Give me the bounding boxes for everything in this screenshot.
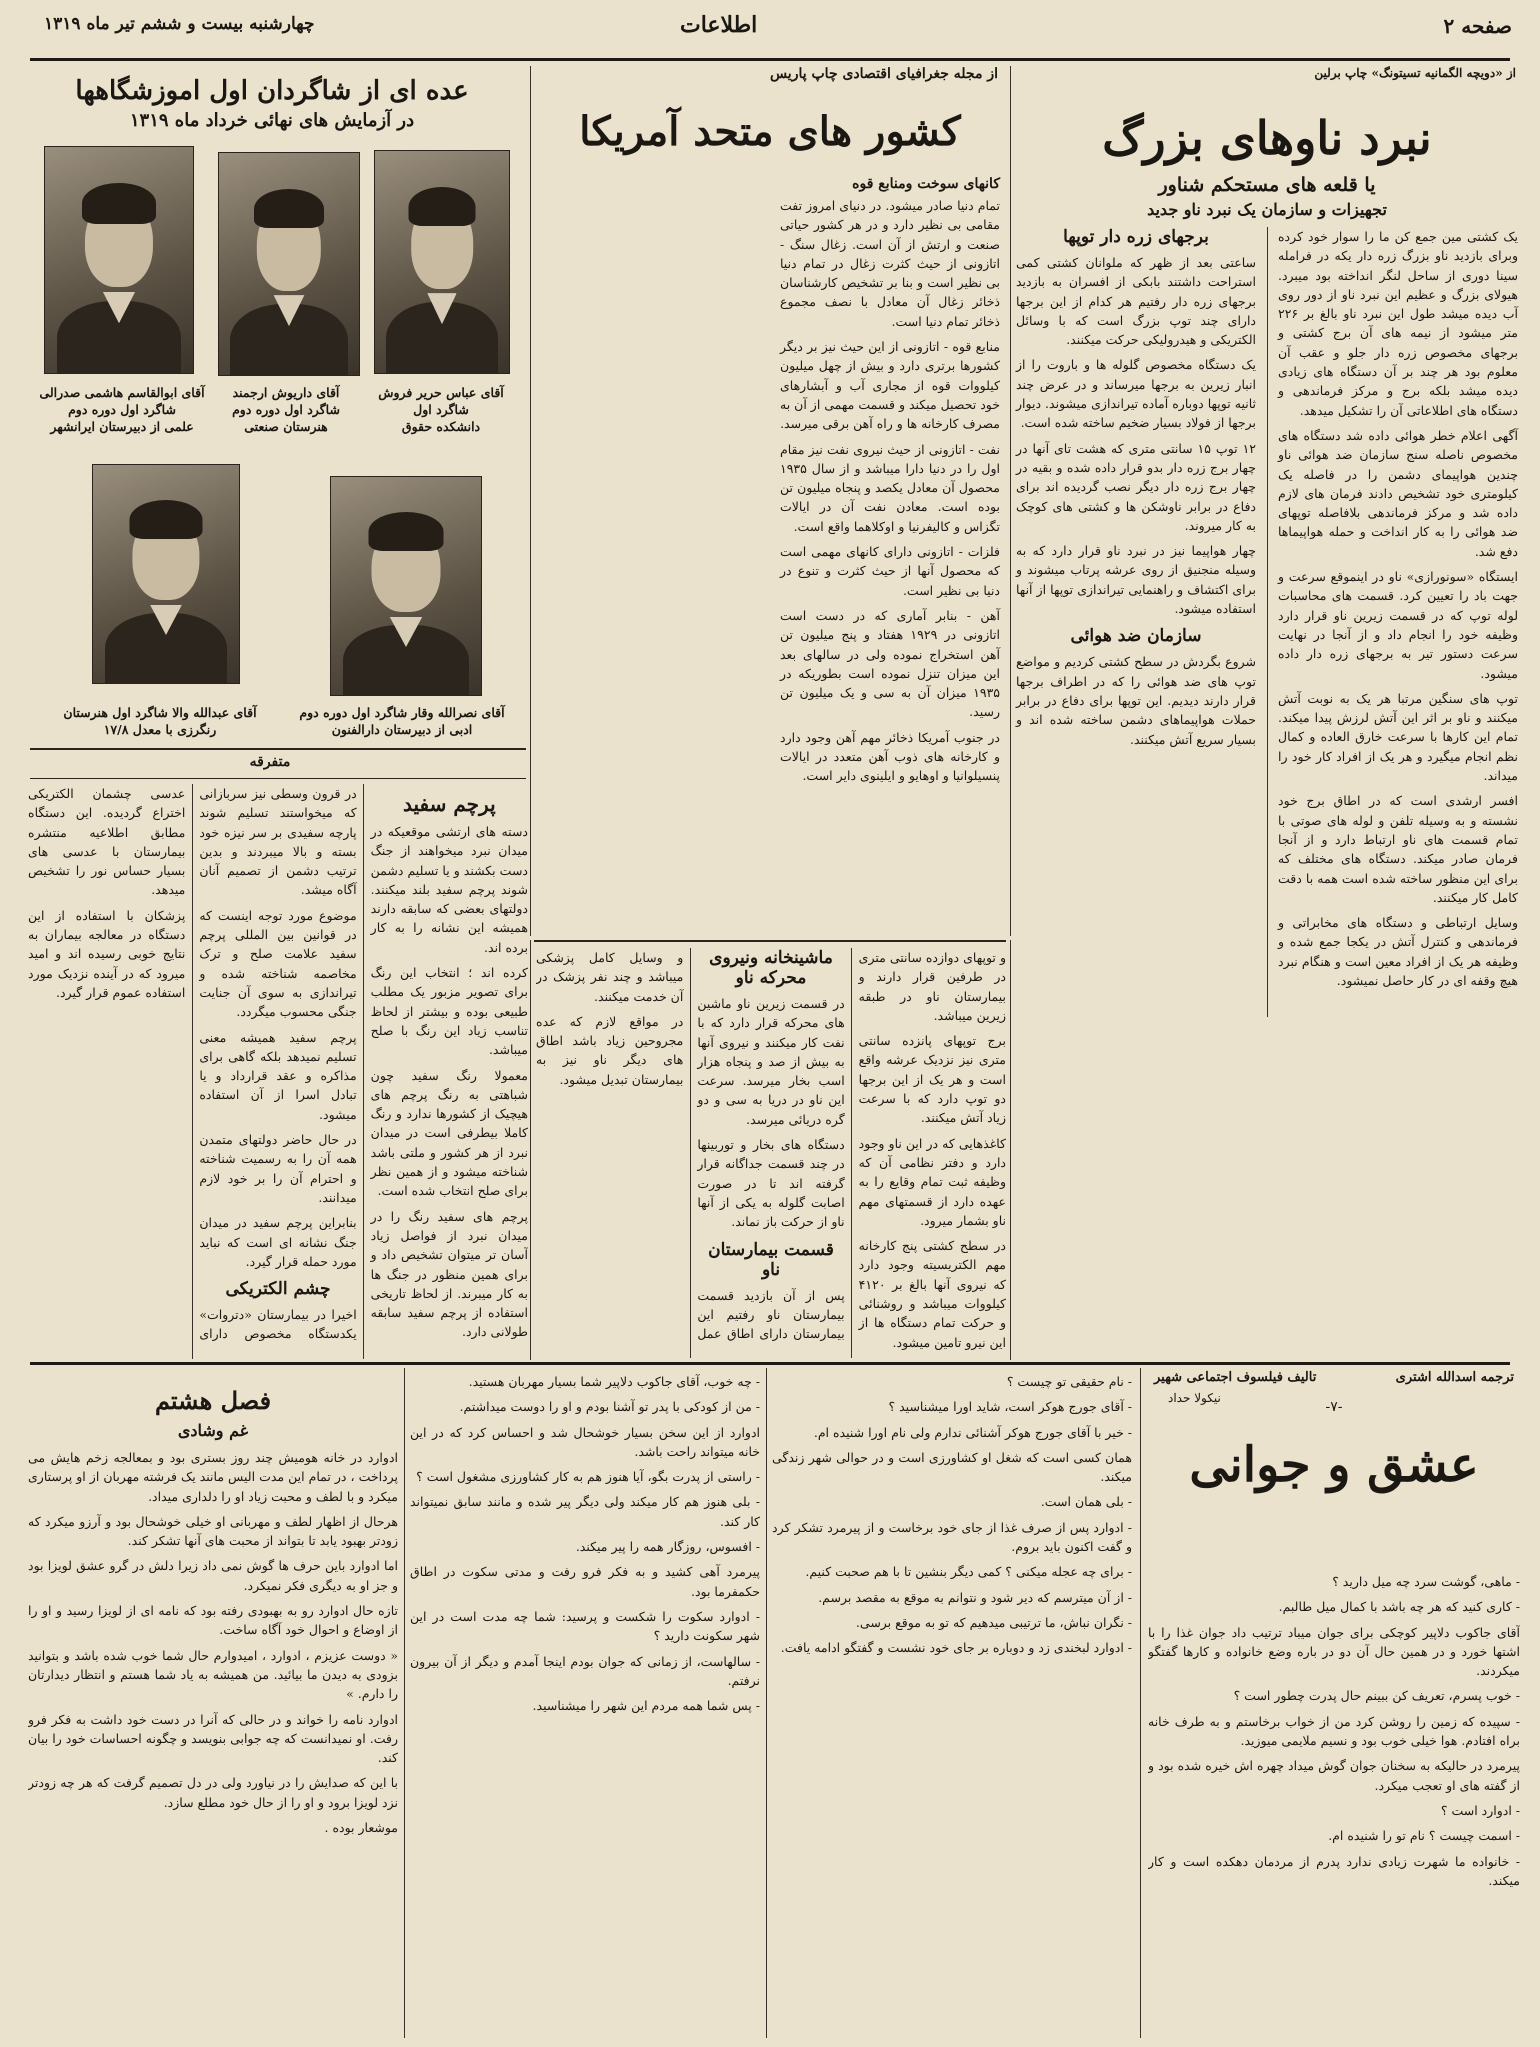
america-para: تمام دنیا صادر میشود. در دنیای امروز تفت مقامی بی نظیر دارد و در هر کشور حیاتی صنعت و ارتش از آن است. زغال سنگ - اتازونی از حیث کثرت زغال در تمام دنیا بی نظیر است و بنا بر تشخیص کارشناسان ذخائر زغال آن معادل با نصف مجموع ذخائر تمام دنیا است. bbox=[780, 198, 1000, 329]
student-caption bbox=[30, 384, 214, 435]
naval-title: نبرد ناوهای بزرگ bbox=[1102, 111, 1432, 165]
serial-para: پیرمرد در حالیکه به سخنان جوان گوش میداد چهره اش خیره شده بود و از گفته های او تعجب میکرد. bbox=[1148, 1758, 1520, 1793]
students-subtitle: در آزمایش های نهائی خرداد ماه ۱۳۱۹ bbox=[129, 110, 415, 131]
serial-para: - نام حقیقی تو چیست ؟ bbox=[1006, 1374, 1132, 1389]
serial-para: موشعار بوده . bbox=[324, 1820, 398, 1836]
page-label: صفحه ۲ bbox=[1443, 14, 1512, 38]
serial-para: آقای جاکوب دلاپیر کوچکی برای جوان میباد ترتیب داد جوان غذا را با اشتها خورد و در همین حال آن دو در باره وضع خانواده و کارها گفتگو میکردند. bbox=[1148, 1624, 1520, 1679]
serial-para: - اسمت چیست ؟ نام تو را شنیده ام. bbox=[1328, 1828, 1520, 1844]
serial-header bbox=[1148, 1370, 1520, 1570]
serial-col-2 bbox=[772, 1372, 1132, 2038]
electric-eye-para: پزشکان با استفاده از این دستگاه در معالجه بیماران به نتایج خوبی رسیده اند و امید میرود که در آینده نزدیک مورد استفاده عموم قرار گیرد. bbox=[28, 907, 186, 1000]
flag-para: موضوع مورد توجه اینست که در قوانین بین المللی پرچم سفید علامت صلح و ترک مخاصمه شناخته شده و تیراندازی به سوی آن جنایت جنگی محسوب میگردد. bbox=[199, 907, 357, 1020]
caption-line: ادبی از دبیرستان دارالفنون bbox=[331, 722, 473, 737]
serial-para: - بلی همان است. bbox=[1040, 1494, 1132, 1510]
ship-para: کاغذهایی که در این ناو وجود دارد و دفتر نظامی آن که وظیفه ثبت تمام وقایع را به عهده دارد از قسمتهای مهم ناو بشمار میرود. bbox=[858, 1135, 1006, 1228]
naval-para: ساعتی بعد از ظهر که ملوانان کشتی کمی استراحت داشتند بابکی از افسران به بازدید برجهای زره دار رفتیم هر کدام از این برجها دارای چند توپ بزرگ است که با وسائل الکتریکی و هیدرولیکی حرکت میکنند. bbox=[1016, 255, 1256, 348]
caption-line: آقای عباس حریر فروش bbox=[378, 385, 504, 400]
serial-para: - کاری کنید که هر چه باشد با کمال میل طالبم. bbox=[1278, 1599, 1520, 1615]
column-rule bbox=[1010, 66, 1011, 936]
naval-subheading-antiair: سازمان ضد هوائی bbox=[1070, 626, 1202, 647]
masthead-rule bbox=[30, 58, 1510, 61]
serial-para: - پس شما همه مردم این شهر را میشناسید. bbox=[532, 1698, 760, 1714]
flag-para: بنابراین پرچم سفید در میدان جنگ نشانه ای است که نباید مورد حمله قرار گیرد. bbox=[199, 1215, 357, 1269]
flag-para: پرچم های سفید رنگ را در میدان نبرد از فواصل زیاد آسان تر میتوان تشخیص داد و برای همین منظور در جنگ ها به کار میبرند. از لحاظ تاریخی استفاده از پرچم سفید سابقه طولانی دارد. bbox=[370, 1208, 528, 1340]
serial-credits bbox=[1148, 1370, 1520, 1385]
serial-part: -۷- bbox=[1325, 1399, 1343, 1415]
serial-para: با این که صدایش را در نیاورد ولی در دل تصمیم گرفت که هر چه زودتر نزد لویزا برود و او را از حال خود مطلع سازد. bbox=[28, 1775, 398, 1810]
serial-para: - ماهی، گوشت سرد چه میل دارید ؟ bbox=[1332, 1574, 1520, 1589]
naval-para: افسر ارشدی است که در اطاق برج خود نشسته و به وسیله تلفن و لوله های صوتی با تمام قسمت های ناو ارتباط دارد و از آنجا فرمان صادر میکند. دستگاه های مختلف که برای این منظور ساخته شده است همه با دقت کامل کار میکنند. bbox=[1278, 793, 1518, 905]
serial-title: عشق و جوانی bbox=[1189, 1437, 1479, 1493]
serial-para: پیرمرد آهی کشید و به فکر فرو رفت و مدتی سکوت در اطاق حکمفرما بود. bbox=[410, 1564, 760, 1599]
serial-col-3 bbox=[410, 1372, 760, 2038]
section-rule bbox=[30, 778, 526, 779]
serial-para: - من از کودکی با پدر تو آشنا بودم و او را دوست میداشتم. bbox=[459, 1399, 760, 1415]
serial-para: - ادوارد لبخندی زد و دوباره بر جای خود نشست و گفتگو ادامه یافت. bbox=[780, 1640, 1132, 1656]
serial-para: - راستی از پدرت بگو، آیا هنوز هم به کار کشاورزی مشغول است ؟ bbox=[416, 1469, 760, 1485]
serial-para: تازه حال ادوارد رو به بهبودی رفته بود که نامه ای از لویزا رسید و او را از اوضاع و احوال خود آگاه ساخت. bbox=[28, 1603, 398, 1638]
serial-para: - از آن میترسم که دیر شود و نتوانم به موقع به مقصد برسم. bbox=[818, 1589, 1132, 1605]
column-rule bbox=[1140, 1368, 1141, 2038]
caption-line: آقای ابوالقاسم هاشمی صدرالی bbox=[39, 385, 205, 400]
masthead-date: چهارشنبه بیست و ششم تیر ماه ۱۳۱۹ bbox=[44, 14, 315, 34]
ship-para: برج توپهای پانزده سانتی متری نیز نزدیک عرشه واقع است و هر یک از این برجها دو توپ دارد که با سرعت زیاد آتش میکنند. bbox=[858, 1033, 1006, 1126]
student-photo bbox=[44, 146, 194, 374]
student-photo bbox=[330, 476, 482, 696]
column-rule bbox=[766, 1368, 767, 2038]
serial-para: اما ادوارد باین حرف ها گوش نمی داد زیرا دلش در گرو عشق لویزا بود و جز او به دیگری فکر نمیکرد. bbox=[28, 1558, 398, 1593]
column-rule bbox=[530, 940, 531, 1360]
naval-subheading-turrets: برجهای زره دار توپها bbox=[1063, 227, 1209, 247]
naval-para: شروع بگردش در سطح کشتی کردیم و مواضع توپ های ضد هوائی را که در اطراف برجها قرار دارند دیدیم. این توپها برای دفاع در برابر حملات هواپیماهای دشمن ساخته شده اند و بسیار سریع آتش میکنند. bbox=[1016, 654, 1256, 747]
naval-para: توپ های سنگین مرتبا هر یک به نوبت آتش میکنند و ناو بر اثر این آتش لرزش پیدا میکند. تمام این کارها با سرعت خارق العاده و کمال نظم انجام میگیرد و هر یک از افراد کار خود را میداند. bbox=[1278, 690, 1518, 784]
caption-line: شاگرد اول bbox=[413, 402, 469, 417]
flag-para: دسته های ارتشی موقعیکه در میدان نبرد میخواهند از جنگ دست بکشند و یا تسلیم دشمن شوند پرچم سفید بلند میکنند. دولتهای بعضی که سابقه دارند همیشه این نشانه را به کار برده اند. bbox=[370, 824, 528, 955]
america-para: منابع قوه - اتازونی از این حیث نیز بر دیگر کشورها برتری دارد و بیش از چهل میلیون کیلووات قوه از مجاری آب و آبشارهای خود تحصیل میکند و قسمت مهمی از آن به مصرف کارخانه ها و راه آهن برقی میرسد. bbox=[780, 339, 1000, 432]
serial-para: - برای چه عجله میکنی ؟ کمی دیگر بنشین تا با هم صحبت کنیم. bbox=[805, 1564, 1132, 1580]
serial-para: - ادوارد پس از صرف غذا از جای خود برخاست و از پیرمرد تشکر کرد و گفت اکنون باید بروم. bbox=[772, 1519, 1132, 1555]
serial-para: - نگران نباش، ما ترتیبی میدهیم که تو به موقع برسی. bbox=[855, 1614, 1132, 1630]
serial-para: - خوب پسرم، تعریف کن ببینم حال پدرت چطور است ؟ bbox=[1233, 1688, 1520, 1704]
credit-translator: ترجمه اسدالله اشتری bbox=[1395, 1370, 1514, 1385]
ship-para: دستگاه های بخار و توربینها در چند قسمت جداگانه قرار گرفته اند تا در صورت اصابت گلوله به یکی از آنها ناو از حرکت باز نماند. bbox=[697, 1137, 845, 1230]
america-article bbox=[536, 66, 1004, 946]
naval-source: از «دویچه الگمانیه تسیتونگ» چاپ برلین bbox=[1314, 66, 1516, 80]
naval-subtitle-1: یا قلعه های مستحکم شناور bbox=[1158, 174, 1376, 196]
caption-line: دانشکده حقوق bbox=[401, 419, 481, 434]
serial-para: - افسوس، روزگار همه را پیر میکند. bbox=[575, 1539, 760, 1555]
caption-line: آقای نصرالله وقار شاگرد اول دوره دوم bbox=[299, 705, 505, 720]
serial-para: « دوست عزیزم ، ادوارد ، امیدوارم حال شما خوب شده باشد و بتوانید بزودی به دیدن ما بیائید. من همیشه به یاد شما هستم و انتظار دیدارتان را دارم. » bbox=[28, 1647, 398, 1702]
america-para: در جنوب آمریکا ذخائر مهم آهن وجود دارد و کارخانه های ذوب آهن متعدد در ایالات پنسیلوانیا و اوهایو و ایلینوی دایر است. bbox=[780, 729, 1000, 784]
serial-para: - بلی هنوز هم کار میکند ولی دیگر پیر شده و مانند سابق نمیتواند کار کند. bbox=[410, 1494, 760, 1529]
section-rule bbox=[534, 940, 1006, 942]
america-para: آهن - بنابر آماری که در دست است اتازونی در ۱۹۲۹ هفتاد و پنج میلیون تن آهن استخراج نموده ولی در سالهای بعد این میزان تنزل نموده است بطوریکه در ۱۹۳۵ میزان آن به سی و یک میلیون تن رسید. bbox=[780, 607, 1001, 720]
serial-para: - چه خوب، آقای جاکوب دلاپیر شما بسیار مهربان هستید. bbox=[468, 1374, 760, 1389]
masthead bbox=[0, 0, 1540, 52]
serial-para: هرحال از اظهار لطف و مهربانی او خیلی خوشحال بود و آرزو میکرد که زودتر بهبود یابد تا بتواند از محبت های آنها تشکر کند. bbox=[28, 1513, 398, 1549]
flag-para: معمولا رنگ سفید چون شباهتی به رنگ پرچم های هیچیک از کشورها ندارد و رنگ کاملا بیطرفی است در میدان نبرد از هر کشور و ملتی باشد شناخته میشود و از همین نظر برای صلح انتخاب شده است. bbox=[370, 1067, 528, 1199]
flag-para: در حال حاضر دولتهای متمدن همه آن را به رسمیت شناخته و احترام آن را بر خود لازم میدانند. bbox=[199, 1132, 357, 1205]
section-rule bbox=[30, 748, 526, 750]
naval-para: وسایل ارتباطی و دستگاه های مخابراتی و فرماندهی و کنترل آتش در یکجا جمع شده و وظیفه هر یک از افراد معین است و هنگام نبرد هیچ وقفه ای در کار حاصل نمیشود. bbox=[1278, 915, 1518, 988]
america-title: کشور های متحد آمریکا bbox=[579, 108, 961, 155]
flag-title: پرچم سفید bbox=[403, 792, 496, 816]
misc-body bbox=[28, 784, 528, 1359]
student-caption bbox=[204, 384, 368, 435]
naval-body bbox=[1012, 227, 1522, 1017]
ship-body bbox=[536, 948, 1006, 1358]
student-photo bbox=[374, 150, 510, 374]
student-caption bbox=[284, 704, 520, 738]
serial-divider bbox=[30, 1362, 1510, 1365]
serial-col-4 bbox=[28, 1372, 398, 2038]
column-rule bbox=[1010, 940, 1011, 1360]
caption-line: علمی از دبیرستان ایرانشهر bbox=[50, 419, 194, 434]
serial-para: ادوارد نامه را خواند و در حالی که آنرا در دست خود داشت به فکر فرو رفت. او نمیدانست که چه جوابی بنویسد و چگونه احساسات خود را بیان کند. bbox=[28, 1711, 398, 1766]
serial-para: - خانواده ما شهرت زیادی ندارد پدرم از مردمان دهکده است و کار میکند. bbox=[1148, 1853, 1520, 1888]
serial-para: - خیر با آقای جورج هوکر آشنائی ندارم ولی نام اورا شنیده ام. bbox=[813, 1424, 1132, 1440]
ship-para: در مواقع لازم که عده مجروحین زیاد باشد اطاق های دیگر ناو نیز به بیمارستان تبدیل میشود. bbox=[536, 1013, 684, 1087]
flag-para: پرچم سفید همیشه معنی تسلیم نمیدهد بلکه گاهی برای مذاکره و عقد قرارداد و یا تبادل اسرا از آن استفاده میشود. bbox=[199, 1029, 357, 1122]
flag-para: در قرون وسطی نیز سربازانی که میخواستند تسلیم شوند پارچه سفیدی بر سر نیزه خود بسته و بالا میبردند و بدین ترتیب دشمن از تصمیم آنان آگاه میشد. bbox=[199, 786, 357, 898]
electric-eye-title: چشم الکتریکی bbox=[225, 1279, 331, 1300]
america-body bbox=[536, 170, 1004, 930]
america-subheading: کانهای سوخت ومنابع قوه bbox=[852, 176, 1000, 192]
student-caption bbox=[356, 384, 526, 435]
column-rule bbox=[530, 66, 531, 936]
naval-para: یک کشتی مین جمع کن ما را سوار خود کرده وبرای بازدید ناو بزرگ زره دار یکه در فرامله سینا دوری از ساحل لنگر انداخته بود میبرد. هیولای بزرگ و عظیم این نبرد ناو از دور روی آب دیده میشد طول این نبرد ناو بالغ بر ۲۲۶ متر میشود از نیمه های آن برج کشتی و برجهای مخصوص زره دار جلو و عقب آن معلوم بود هر چند بر آن دستگاه های زیادی دیده میشد بلکه برج و مرکز فرماندهی و دستگاه های اطلاعاتی آن را تشکیل میدهد. bbox=[1278, 229, 1518, 418]
credit-author: تالیف فیلسوف اجتماعی شهیر bbox=[1154, 1370, 1317, 1385]
caption-line: رنگرزی با معدل ۱۷/۸ bbox=[103, 722, 217, 737]
flag-para: کرده اند ؛ انتخاب این رنگ برای تصویر مزبور یک مطلب طبیعی بوده و بیشتر از لحاظ تناسب زیاد این رنگ با صلح میباشد. bbox=[370, 965, 528, 1058]
students-title: عده ای از شاگردان اول اموزشگاهها bbox=[75, 76, 469, 106]
caption-line: هنرستان صنعتی bbox=[244, 419, 328, 434]
ship-para: در سطح کشتی پنج کارخانه مهم الکتریسیته وجود دارد که نیروی آنها بالغ بر ۴۱۲۰ کیلووات میباشد و روشنائی و حرکت تمام دستگاه ها از این نیرو تامین میشود. bbox=[858, 1238, 1006, 1350]
serial-para: - سپیده که زمین را روشن کرد من از خواب برخاستم و به طرف خانه براه افتادم. هوا خیلی خوب بود و نسیم ملایمی میوزید. bbox=[1148, 1713, 1520, 1749]
serial-para: - سالهاست، از زمانی که جوان بودم اینجا آمدم و دیگر از آن بیرون نرفتم. bbox=[410, 1653, 760, 1688]
naval-article bbox=[1012, 66, 1522, 1066]
paper-name: اطلاعات bbox=[680, 12, 758, 38]
misc-label: متفرقه bbox=[249, 754, 291, 770]
student-photo bbox=[92, 464, 240, 684]
caption-line: شاگرد اول دوره دوم bbox=[232, 402, 340, 417]
chapter-title: فصل هشتم bbox=[154, 1386, 272, 1415]
engine-room-heading: ماشینخانه ونیروی محرکه ناو bbox=[709, 948, 833, 988]
america-source: از مجله جغرافیای اقتصادی چاپ پاریس bbox=[769, 66, 998, 82]
chapter-subtitle: غم وشادی bbox=[177, 1421, 249, 1440]
hospital-heading: قسمت بیمارستان ناو bbox=[708, 1239, 834, 1280]
naval-para: آگهی اعلام خطر هوائی داده شد دستگاه های مخصوص ناصله سنج سازمان ضد هوائی ناو چندین هواپیمای دشمن را در فاصله یک کیلومتری خود تشخیص دادند فرمان های لازم داده شد و مرکز فرماندهی بلافاصله توپهای ضد هوائی را به کار انداخت و حمله هواپیماها دفع شد. bbox=[1278, 427, 1518, 559]
ship-para: در قسمت زیرین ناو ماشین های محرکه قرار دارد که با نفت کار میکنند و نیروی آنها به بیش از صد و پنجاه هزار اسب بخار میرسد. سرعت این ناو در دریا به سی و دو گره دریائی میرسد. bbox=[697, 996, 845, 1127]
column-rule bbox=[404, 1368, 405, 2038]
student-photo bbox=[218, 152, 360, 376]
ship-para: پس از آن بازدید قسمت بیمارستان ناو رفتیم این بیمارستان دارای اطاق عمل و وسایل کامل پزشکی میباشد و چند نفر پزشک در آن خدمت میکنند. bbox=[536, 950, 845, 1342]
serial-para: همان کسی است که شغل او کشاورزی است و در حوالی شهر زندگی میکند. bbox=[772, 1449, 1132, 1485]
naval-para: چهار هواپیما نیز در نبرد ناو قرار دارد که به وسیله منجنیق از روی عرشه پرتاب میشوند و برای اکتشاف و راهنمایی تیراندازی توپها از آنها استفاده میشود. bbox=[1016, 543, 1256, 617]
serial-para: ادوارد از این سخن بسیار خوشحال شد و احساس کرد که در این خانه میتواند راحت باشد. bbox=[410, 1424, 760, 1459]
serial-para: - آقای جورج هوکر است، شاید اورا میشناسید ؟ bbox=[888, 1399, 1132, 1415]
serial-author-name: نیکولا حداد bbox=[1168, 1391, 1221, 1405]
electric-eye-para: اخیرا در بیمارستان «دتروات» یکدستگاه مخصوص دارای عدسی چشمان الکتریکی اختراع گردیده. این دستگاه مطابق اطلاعیه منتشره بیمارستان با عدسی های بسیار حساس نور را تشخیص میدهد. bbox=[28, 786, 357, 1342]
serial-col-1 bbox=[1148, 1572, 1520, 2037]
naval-para: ایستگاه «سونورازی» ناو در اینموقع سرعت و جهت باد را تعیین کرد. قسمت های محاسبات لوله توپ که در قسمت زیرین ناو قرار دارد وظیفه خود را انجام داد و از آنجا در نهایت سرعت دستور تیر به برجهای زره دار داده میشود. bbox=[1278, 569, 1518, 681]
serial-para: ادوارد در خانه هومیش چند روز بستری بود و بمعالجه زخم هایش می پرداخت ، در تمام این مدت الیس مانند یک فرشته مهربان از او پرستاری میکرد و با لطف و محبت زیاد او را دلداری میداد. bbox=[28, 1450, 398, 1504]
caption-line: آقای عبدالله والا شاگرد اول هنرستان bbox=[63, 705, 257, 720]
student-caption bbox=[44, 704, 276, 738]
caption-line: آقای داریوش ارجمند bbox=[232, 385, 340, 400]
ship-para: و توپهای دوازده سانتی متری در طرفین قرار دارند و بیمارستان ناو در طبقه زیرین میباشد. bbox=[858, 950, 1006, 1023]
america-para: فلزات - اتازونی دارای کانهای مهمی است که محصول آنها از حیث کثرت و تنوع در دنیا بی نظیر است. bbox=[780, 544, 1000, 598]
caption-line: شاگرد اول دوره دوم bbox=[68, 402, 176, 417]
serial-para: - ادوارد سکوت را شکست و پرسید: شما چه مدت است در این شهر سکونت دارید ؟ bbox=[410, 1608, 760, 1644]
naval-subtitle-2: تجهیزات و سازمان یک نبرد ناو جدید bbox=[1147, 200, 1387, 219]
naval-para: ۱۲ توپ ۱۵ سانتی متری که هشت تای آنها در چهار برج زره دار بدو قرار داده شده و بقیه در چهار برج زره دار دیگر نصب گردیده اند برای دفاع در برابر ناوشکن ها و کشتی های کوچک به کار میروند. bbox=[1016, 440, 1257, 533]
naval-para: یک دستگاه مخصوص گلوله ها و باروت را از انبار زیرین به برجها میرساند و در عرض چند ثانیه توپها دوباره آماده تیراندازی میشوند. دیوار برجها از فولاد بسیار ضخیم ساخته شده است. bbox=[1016, 357, 1256, 431]
america-para: نفت - اتازونی از حیث نیروی نفت نیز مقام اول را در دنیا دارا میباشد و از سال ۱۹۳۵ محصول آن معادل یکصد و پنجاه میلیون تن بوده است. معادن نفت آن در ایالات تگزاس و کالیفرنیا و اوکلاهما واقع است. bbox=[780, 441, 1000, 534]
serial-para: - ادوارد است ؟ bbox=[1440, 1802, 1520, 1818]
